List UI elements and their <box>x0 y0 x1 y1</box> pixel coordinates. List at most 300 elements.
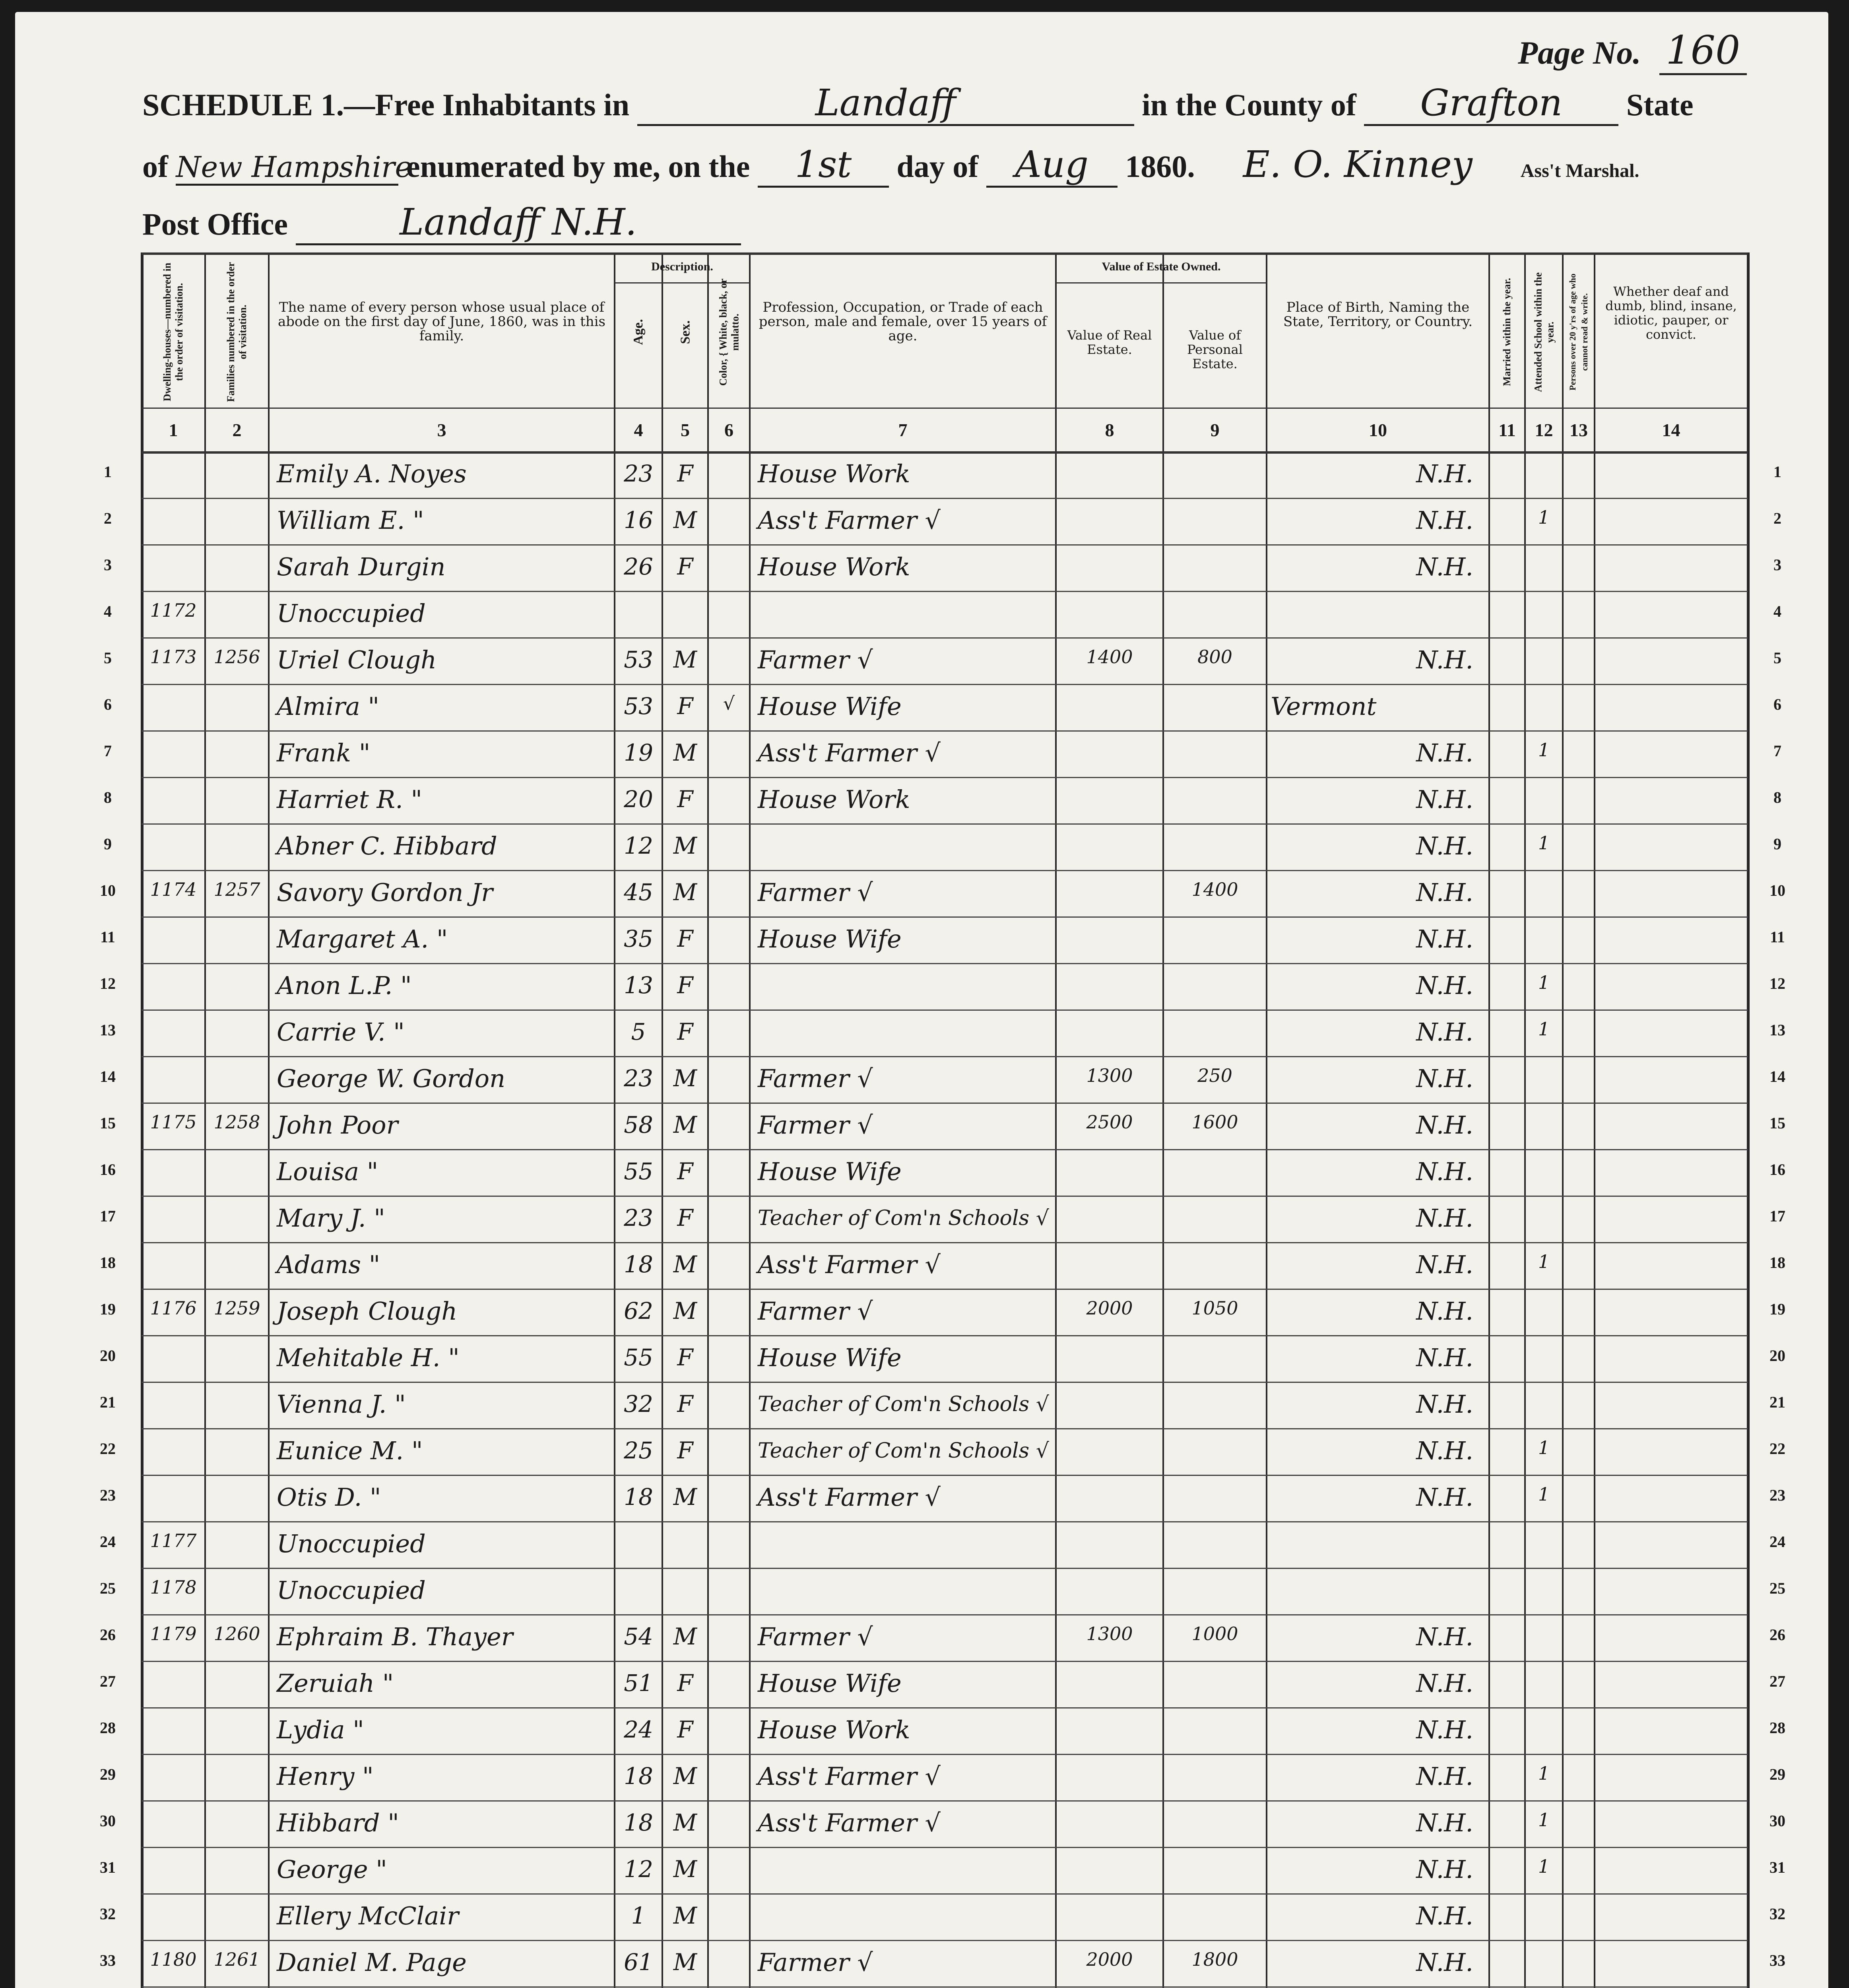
real-estate-value: 2000 <box>1086 1949 1133 1970</box>
person-name: George W. Gordon <box>277 1064 506 1093</box>
row-number-left: 4 <box>104 602 112 620</box>
row-number-left: 12 <box>100 975 116 992</box>
sex: M <box>673 1949 697 1976</box>
age: 18 <box>624 1763 653 1790</box>
sex: M <box>673 1483 697 1510</box>
row-rule <box>142 637 1748 639</box>
birthplace: N.H. <box>1416 506 1473 535</box>
row-number-left: 30 <box>100 1812 116 1830</box>
year-label: 1860. <box>1125 149 1195 184</box>
age: 12 <box>624 832 653 859</box>
age: 5 <box>631 1018 646 1045</box>
sex: M <box>673 832 697 859</box>
dwelling-number: 1174 <box>150 879 197 900</box>
real-estate-value: 1300 <box>1086 1065 1133 1086</box>
birthplace: N.H. <box>1416 971 1473 1000</box>
occupation: Ass't Farmer √ <box>758 506 941 535</box>
school-mark: 1 <box>1538 1437 1550 1458</box>
birthplace: N.H. <box>1416 1110 1473 1140</box>
schedule-line <box>142 82 1694 126</box>
column-number: 12 <box>1535 420 1553 440</box>
row-number-left: 27 <box>100 1672 116 1690</box>
enumeration-line <box>142 143 1639 188</box>
age: 23 <box>624 1204 653 1231</box>
column-rule <box>1594 252 1595 1988</box>
state-label: State <box>1626 87 1694 122</box>
sex: F <box>677 1437 693 1464</box>
column-number: 11 <box>1498 420 1516 440</box>
age: 18 <box>624 1809 653 1836</box>
row-number-left: 15 <box>100 1114 116 1132</box>
row-number-left: 16 <box>100 1161 116 1178</box>
day-field: 1st <box>758 143 889 188</box>
column-header-school: Attended School within the year. <box>1532 272 1556 392</box>
row-number-left: 11 <box>100 928 115 946</box>
person-name: Uriel Clough <box>277 645 437 674</box>
age: 19 <box>624 739 653 766</box>
occupation: House Wife <box>758 1343 902 1372</box>
row-rule <box>142 1940 1748 1941</box>
column-rule <box>1747 252 1750 1988</box>
row-rule <box>142 1382 1748 1383</box>
page-number-label: Page No. <box>1518 35 1641 71</box>
age: 55 <box>624 1158 653 1185</box>
row-number-right: 17 <box>1769 1207 1785 1225</box>
age: 13 <box>624 972 653 999</box>
person-name: Harriet R. " <box>277 785 423 814</box>
person-name: Unoccupied <box>277 599 426 628</box>
sex: M <box>673 1856 697 1883</box>
birthplace: N.H. <box>1416 645 1473 674</box>
age: 54 <box>624 1623 653 1650</box>
occupation: Teacher of Com'n Schools √ <box>758 1392 1049 1416</box>
column-number: 2 <box>232 420 242 440</box>
row-rule <box>142 1335 1748 1336</box>
row-number-left: 14 <box>100 1068 116 1085</box>
occupation: House Wife <box>758 692 902 721</box>
row-number-right: 13 <box>1769 1021 1785 1039</box>
birthplace: N.H. <box>1416 1762 1473 1791</box>
row-rule <box>142 1428 1748 1429</box>
occupation: Teacher of Com'n Schools √ <box>758 1206 1049 1230</box>
page-number-value: 160 <box>1659 28 1747 75</box>
row-number-left: 21 <box>100 1393 116 1411</box>
age: 18 <box>624 1483 653 1510</box>
post-office-field: Landaff N.H. <box>296 201 741 245</box>
row-number-left: 28 <box>100 1719 116 1737</box>
row-rule <box>142 1475 1748 1476</box>
month-field: Aug <box>986 143 1118 188</box>
column-header-family: Families numbered in the order of visitation. <box>225 262 248 402</box>
post-office-label: Post Office <box>142 207 288 241</box>
occupation: Farmer √ <box>758 1110 873 1140</box>
column-number: 1 <box>169 420 178 440</box>
family-number: 1260 <box>213 1623 260 1644</box>
person-name: George " <box>277 1855 387 1884</box>
row-number-right: 24 <box>1769 1533 1785 1551</box>
person-name: Daniel M. Page <box>277 1948 467 1977</box>
age: 61 <box>624 1949 653 1976</box>
occupation: Farmer √ <box>758 645 873 674</box>
column-header-birthplace: Place of Birth, Naming the State, Territory, or Country. <box>1283 299 1473 330</box>
row-number-right: 18 <box>1769 1254 1785 1272</box>
birthplace: N.H. <box>1416 738 1473 767</box>
sex: F <box>677 693 693 720</box>
column-number: 5 <box>681 420 690 440</box>
row-number-right: 15 <box>1769 1114 1785 1132</box>
schedule-label: SCHEDULE 1.—Free Inhabitants in <box>142 87 630 122</box>
age: 16 <box>624 507 653 534</box>
birthplace: N.H. <box>1416 1017 1473 1046</box>
row-number-right: 31 <box>1769 1858 1785 1876</box>
occupation: House Wife <box>758 924 902 953</box>
age: 20 <box>624 786 653 813</box>
school-mark: 1 <box>1538 832 1550 854</box>
marshal-label: Ass't Marshal. <box>1520 160 1639 181</box>
sex: M <box>673 739 697 766</box>
person-name: William E. " <box>277 506 424 535</box>
row-rule <box>142 823 1748 825</box>
birthplace: N.H. <box>1416 1808 1473 1837</box>
row-number-left: 19 <box>100 1300 116 1318</box>
sex: M <box>673 646 697 673</box>
row-number-left: 2 <box>104 509 112 527</box>
birthplace: N.H. <box>1416 1715 1473 1744</box>
sex: M <box>673 507 697 534</box>
age: 55 <box>624 1344 653 1371</box>
column-header-occupation: Profession, Occupation, or Trade of each person, male and female, over 15 years of age. <box>759 299 1047 344</box>
person-name: Savory Gordon Jr <box>277 878 493 907</box>
header-top-rule <box>142 252 1748 255</box>
column-header-dwelling: Dwelling-houses—numbered in the order of visitation. <box>161 262 185 402</box>
occupation: Ass't Farmer √ <box>758 738 941 767</box>
person-name: Joseph Clough <box>277 1297 458 1326</box>
row-rule <box>142 1056 1748 1057</box>
column-header-description: Description. <box>651 260 713 273</box>
row-rule <box>142 1010 1748 1011</box>
row-number-left: 24 <box>100 1533 116 1551</box>
column-header-estate: Value of Estate Owned. <box>1102 260 1221 273</box>
row-number-left: 3 <box>104 556 112 574</box>
person-name: Margaret A. " <box>277 924 448 953</box>
row-rule <box>142 777 1748 778</box>
personal-estate-value: 1600 <box>1191 1111 1238 1133</box>
row-number-right: 7 <box>1773 742 1781 760</box>
sex: F <box>677 1204 693 1231</box>
dwelling-number: 1178 <box>150 1576 197 1598</box>
sex: M <box>673 879 697 906</box>
row-number-right: 16 <box>1769 1161 1785 1178</box>
row-rule <box>142 1893 1748 1895</box>
row-number-left: 22 <box>100 1440 116 1458</box>
occupation: Ass't Farmer √ <box>758 1483 941 1512</box>
row-number-left: 29 <box>100 1765 116 1783</box>
row-number-right: 3 <box>1773 556 1781 574</box>
row-rule <box>142 1661 1748 1662</box>
birthplace: N.H. <box>1416 1901 1473 1930</box>
enumerated-label: enumerated by me, on the <box>406 149 750 184</box>
person-name: Unoccupied <box>277 1529 426 1558</box>
row-number-right: 28 <box>1769 1719 1785 1737</box>
sex: M <box>673 1251 697 1278</box>
school-mark: 1 <box>1538 1251 1550 1272</box>
birthplace: N.H. <box>1416 1622 1473 1651</box>
age: 32 <box>624 1390 653 1417</box>
row-number-right: 4 <box>1773 602 1781 620</box>
row-rule <box>142 1754 1748 1755</box>
row-number-left: 18 <box>100 1254 116 1272</box>
occupation: Ass't Farmer √ <box>758 1808 941 1837</box>
occupation: House Work <box>758 459 910 488</box>
birthplace: N.H. <box>1416 1064 1473 1093</box>
row-number-right: 26 <box>1769 1626 1785 1644</box>
school-mark: 1 <box>1538 1856 1550 1877</box>
dwelling-number: 1176 <box>150 1297 197 1319</box>
row-rule <box>142 1800 1748 1802</box>
dwelling-number: 1179 <box>150 1623 197 1644</box>
column-number: 7 <box>898 420 908 440</box>
person-name: Zeruiah " <box>277 1669 394 1698</box>
sex: F <box>677 553 693 580</box>
family-number: 1258 <box>213 1111 260 1133</box>
row-number-right: 2 <box>1773 509 1781 527</box>
dwelling-number: 1177 <box>150 1530 197 1551</box>
age: 24 <box>624 1716 653 1743</box>
school-mark: 1 <box>1538 1763 1550 1784</box>
birthplace: N.H. <box>1416 1436 1473 1465</box>
row-number-left: 31 <box>100 1858 116 1876</box>
birthplace: N.H. <box>1416 552 1473 581</box>
sex: M <box>673 1902 697 1929</box>
column-header-infirmity: Whether deaf and dumb, blind, insane, idiotic, pauper, or convict. <box>1605 284 1737 342</box>
sex: M <box>673 1763 697 1790</box>
column-number: 14 <box>1662 420 1680 440</box>
person-name: John Poor <box>277 1110 398 1140</box>
family-number: 1261 <box>213 1949 260 1970</box>
column-header-age: Age. <box>631 319 646 345</box>
age: 26 <box>624 553 653 580</box>
real-estate-value: 2000 <box>1086 1297 1133 1319</box>
row-number-right: 32 <box>1769 1905 1785 1923</box>
birthplace: N.H. <box>1416 1483 1473 1512</box>
birthplace: N.H. <box>1416 1343 1473 1372</box>
row-number-left: 26 <box>100 1626 116 1644</box>
sex: M <box>673 1111 697 1138</box>
birthplace: N.H. <box>1416 1250 1473 1279</box>
county-label: in the County of <box>1142 87 1356 122</box>
row-number-right: 11 <box>1770 928 1785 946</box>
person-name: Lydia " <box>277 1715 364 1744</box>
row-rule <box>142 1103 1748 1104</box>
person-name: Anon L.P. " <box>277 971 412 1000</box>
row-rule <box>142 1847 1748 1848</box>
row-number-right: 12 <box>1769 975 1785 992</box>
column-header-personal-estate: Value of Personal Estate. <box>1187 328 1243 371</box>
birthplace: N.H. <box>1416 1948 1473 1977</box>
occupation: Farmer √ <box>758 878 873 907</box>
occupation: Farmer √ <box>758 1622 873 1651</box>
dwelling-number: 1180 <box>150 1949 197 1970</box>
birthplace: N.H. <box>1416 924 1473 953</box>
age: 1 <box>631 1902 646 1929</box>
row-number-right: 14 <box>1769 1068 1785 1085</box>
sex: F <box>677 1158 693 1185</box>
row-number-right: 8 <box>1773 788 1781 806</box>
occupation: Ass't Farmer √ <box>758 1762 941 1791</box>
school-mark: 1 <box>1538 1483 1550 1505</box>
day-of-label: day of <box>896 149 979 184</box>
occupation: House Work <box>758 552 910 581</box>
row-number-left: 17 <box>100 1207 116 1225</box>
row-rule <box>142 498 1748 499</box>
column-number: 10 <box>1369 420 1387 440</box>
column-header-married: Married within the year. <box>1501 278 1513 386</box>
person-name: Mary J. " <box>277 1204 385 1233</box>
sex: F <box>677 460 693 487</box>
person-name: Frank " <box>277 738 371 767</box>
dwelling-number: 1175 <box>150 1111 197 1133</box>
occupation: House Work <box>758 785 910 814</box>
person-name: Almira " <box>277 692 380 721</box>
age: 18 <box>624 1251 653 1278</box>
person-name: Mehitable H. " <box>277 1343 460 1372</box>
birthplace: N.H. <box>1416 785 1473 814</box>
column-header-name: The name of every person whose usual place of abode on the first day of June, 1860, was in this family. <box>277 299 606 344</box>
personal-estate-value: 1000 <box>1191 1623 1238 1644</box>
row-number-right: 25 <box>1769 1579 1785 1597</box>
row-rule <box>142 1568 1748 1569</box>
of-label: of <box>142 149 168 184</box>
column-number: 6 <box>724 420 733 440</box>
row-number-left: 6 <box>104 695 112 713</box>
town-field: Landaff <box>637 82 1134 126</box>
row-number-left: 32 <box>100 1905 116 1923</box>
row-rule <box>142 730 1748 732</box>
birthplace: N.H. <box>1416 1390 1473 1419</box>
birthplace: Vermont <box>1271 692 1377 721</box>
row-rule <box>142 1707 1748 1708</box>
sex: F <box>677 786 693 813</box>
age: 23 <box>624 460 653 487</box>
row-number-right: 29 <box>1769 1765 1785 1783</box>
column-header-illiterate: Persons over 20 y'rs of age who cannot read & write. <box>1568 273 1589 391</box>
birthplace: N.H. <box>1416 459 1473 488</box>
column-rule <box>749 252 751 1988</box>
age: 25 <box>624 1437 653 1464</box>
age: 53 <box>624 693 653 720</box>
column-header-sex: Sex. <box>677 320 693 344</box>
row-rule <box>142 544 1748 546</box>
birthplace: N.H. <box>1416 1204 1473 1233</box>
row-rule <box>142 1196 1748 1197</box>
person-name: Emily A. Noyes <box>277 459 467 488</box>
occupation: Teacher of Com'n Schools √ <box>758 1439 1049 1463</box>
school-mark: 1 <box>1538 1018 1550 1040</box>
column-number-rule <box>142 408 1748 409</box>
column-header-color: Color, { White, black, or mulatto. <box>717 278 741 386</box>
personal-estate-value: 1050 <box>1191 1297 1238 1319</box>
person-name: Sarah Durgin <box>277 552 446 581</box>
state-field: New Hampshire <box>176 150 398 186</box>
family-number: 1259 <box>213 1297 260 1319</box>
occupation: House Wife <box>758 1669 902 1698</box>
person-name: Vienna J. " <box>277 1390 406 1419</box>
sex: F <box>677 1716 693 1743</box>
person-name: Carrie V. " <box>277 1017 405 1046</box>
column-rule <box>1488 252 1490 1988</box>
occupation: Farmer √ <box>758 1297 873 1326</box>
row-rule <box>142 870 1748 871</box>
color-mark: √ <box>723 693 735 714</box>
column-number: 3 <box>437 420 446 440</box>
birthplace: N.H. <box>1416 1157 1473 1186</box>
school-mark: 1 <box>1538 739 1550 761</box>
row-number-right: 33 <box>1769 1951 1785 1969</box>
person-name: Adams " <box>277 1250 380 1279</box>
row-number-right: 1 <box>1773 463 1781 481</box>
sex: M <box>673 1297 697 1324</box>
sex: F <box>677 925 693 952</box>
row-rule <box>142 1614 1748 1615</box>
personal-estate-value: 250 <box>1197 1065 1232 1086</box>
real-estate-value: 1300 <box>1086 1623 1133 1644</box>
personal-estate-value: 800 <box>1197 646 1232 668</box>
sex: M <box>673 1809 697 1836</box>
row-number-left: 33 <box>100 1951 116 1969</box>
row-rule <box>142 1521 1748 1522</box>
row-number-right: 10 <box>1769 881 1785 899</box>
sex: F <box>677 972 693 999</box>
page-number <box>1518 28 1747 75</box>
row-number-right: 22 <box>1769 1440 1785 1458</box>
row-rule <box>142 591 1748 592</box>
real-estate-value: 1400 <box>1086 646 1133 668</box>
personal-estate-value: 1400 <box>1191 879 1238 900</box>
row-number-left: 1 <box>104 463 112 481</box>
occupation: House Work <box>758 1715 910 1744</box>
row-number-right: 21 <box>1769 1393 1785 1411</box>
row-rule <box>142 1149 1748 1150</box>
row-number-left: 7 <box>104 742 112 760</box>
county-field: Grafton <box>1364 82 1618 126</box>
person-name: Ephraim B. Thayer <box>277 1622 513 1651</box>
row-rule <box>142 684 1748 685</box>
row-number-left: 20 <box>100 1347 116 1365</box>
post-office-line <box>142 201 741 245</box>
estate-rule <box>1056 282 1267 283</box>
person-name: Otis D. " <box>277 1483 381 1512</box>
row-rule <box>142 1289 1748 1290</box>
age: 45 <box>624 879 653 906</box>
person-name: Ellery McClair <box>277 1901 459 1930</box>
birthplace: N.H. <box>1416 831 1473 860</box>
real-estate-value: 2500 <box>1086 1111 1133 1133</box>
column-number: 13 <box>1570 420 1588 440</box>
birthplace: N.H. <box>1416 878 1473 907</box>
age: 35 <box>624 925 653 952</box>
occupation: Farmer √ <box>758 1064 873 1093</box>
row-number-right: 23 <box>1769 1486 1785 1504</box>
age: 62 <box>624 1297 653 1324</box>
row-number-right: 27 <box>1769 1672 1785 1690</box>
column-number: 9 <box>1210 420 1220 440</box>
school-mark: 1 <box>1538 1809 1550 1831</box>
personal-estate-value: 1800 <box>1191 1949 1238 1970</box>
birthplace: N.H. <box>1416 1669 1473 1698</box>
person-name: Abner C. Hibbard <box>277 831 497 860</box>
row-number-right: 6 <box>1773 695 1781 713</box>
row-number-right: 9 <box>1773 835 1781 853</box>
